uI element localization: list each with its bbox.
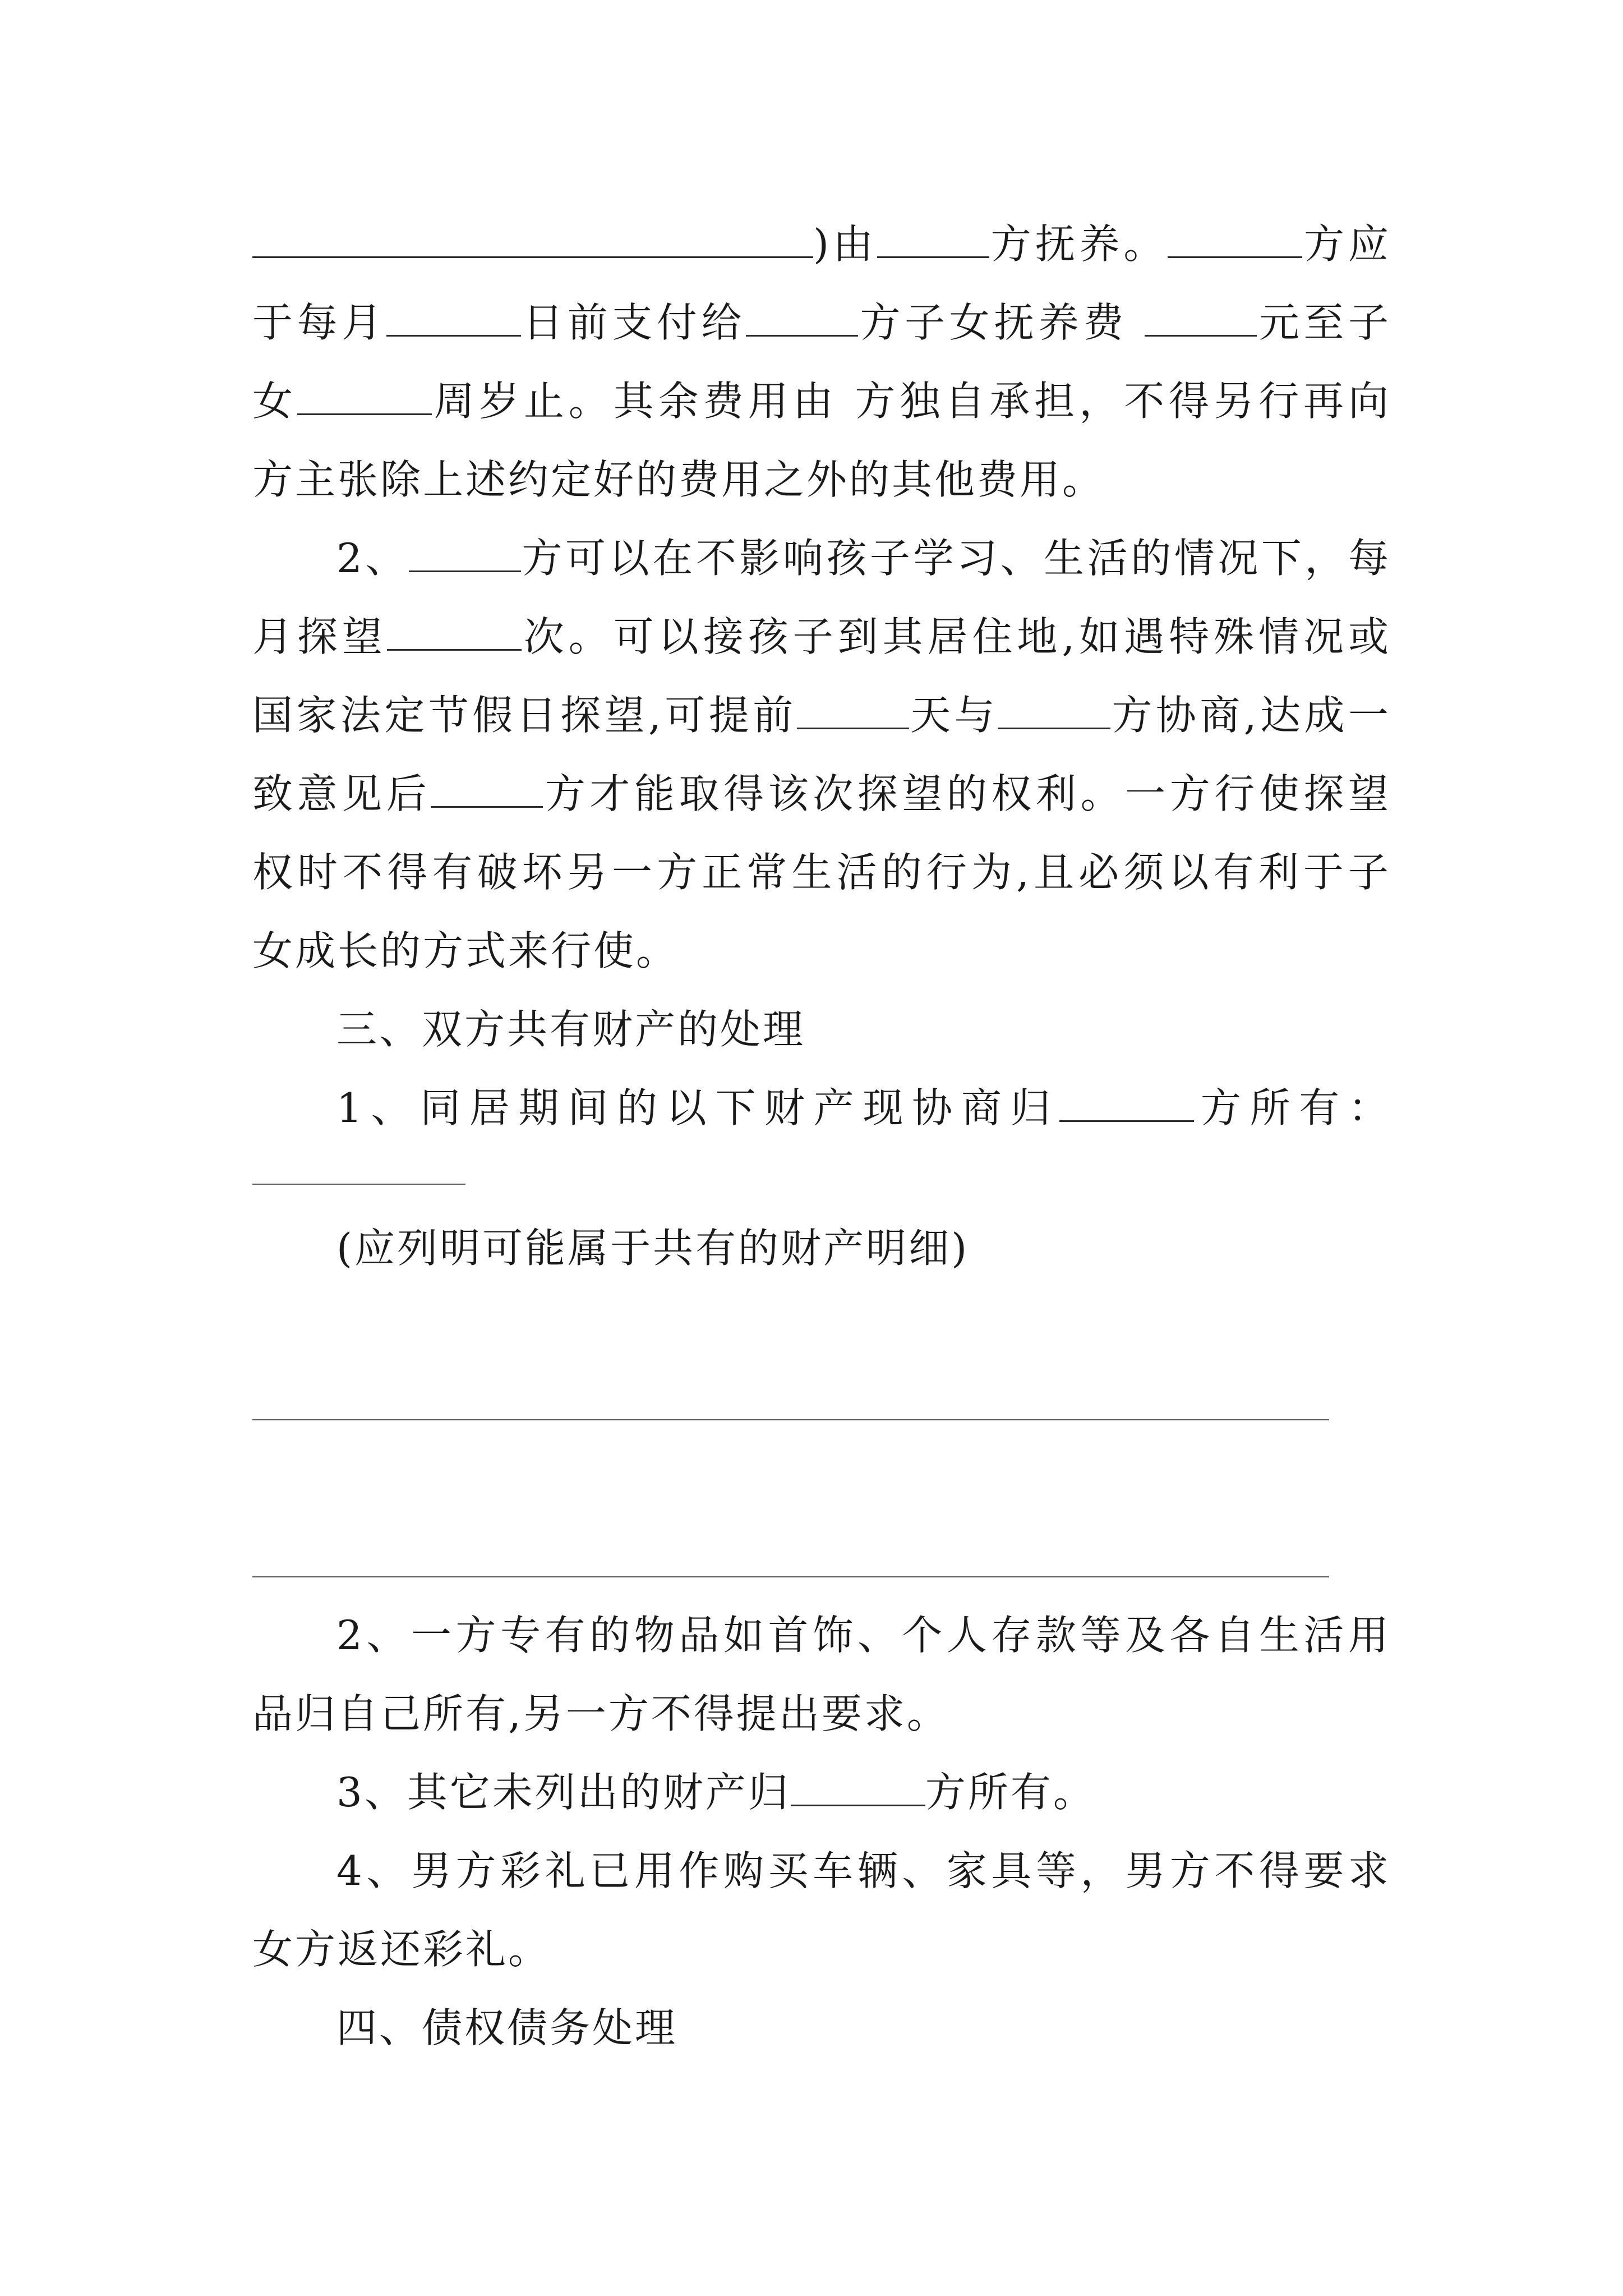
fill-blank (409, 533, 521, 572)
fill-blank (791, 1768, 925, 1806)
text-run: 周岁止。其余费用由 方独自承担，不得另行再向 (431, 378, 1391, 425)
text-line: (应列明可能属于共有的财产明细) (336, 1225, 970, 1272)
text-run: 方子女抚养费 (858, 299, 1128, 346)
text-line (336, 1753, 1391, 1832)
fill-blank (797, 691, 909, 729)
text-run: 方所有。 (925, 1769, 1096, 1816)
fill-blank (877, 219, 989, 258)
text-run: 元至子 (1257, 299, 1391, 346)
text-line: 2、一方专有的物品如首饰、个人存款等及各自生活用 (336, 1612, 1391, 1659)
fill-blank (252, 219, 813, 258)
section-heading: 三、双方共有财产的处理 (336, 1006, 806, 1053)
text-line: 方主张除上述约定好的费用之外的其他费用。 (252, 456, 1105, 503)
text-line (252, 362, 1391, 440)
text-line: 权时不得有破坏另一方正常生活的行为,且必须以有利于子 (252, 849, 1391, 896)
fill-blank (746, 298, 858, 337)
text-run: 方协商,达成一 (1110, 692, 1391, 739)
text-run: 致意见后 (252, 770, 431, 817)
text-line (336, 1069, 1391, 1147)
fill-blank (1168, 219, 1302, 258)
text-run: 方所有： (1194, 1084, 1391, 1131)
text-line (336, 519, 1391, 597)
text-line (252, 205, 1391, 283)
text-run: 月探望 (252, 613, 387, 660)
text-line: 品归自己所有,另一方不得提出要求。 (252, 1690, 949, 1737)
fill-blank (998, 691, 1110, 729)
text-line: 4、男方彩礼已用作购买车辆、家具等，男方不得要求 (336, 1847, 1391, 1894)
fill-blank (386, 298, 521, 337)
fill-line (252, 1184, 465, 1185)
text-run: 方才能取得该次探望的权利。一方行使探望 (543, 770, 1391, 817)
text-run: 方抚养。 (989, 220, 1168, 268)
text-line: 女方返还彩礼。 (252, 1926, 551, 1973)
text-run: 次。可以接孩子到其居住地,如遇特殊情况或 (521, 613, 1391, 660)
text-run: 国家法定节假日探望,可提前 (252, 692, 797, 739)
text-line: 女成长的方式来行使。 (252, 927, 679, 974)
text-run: 天与 (909, 692, 998, 739)
fill-blank (297, 376, 432, 415)
section-heading: 四、债权债务处理 (336, 2004, 678, 2051)
fill-blank (1145, 298, 1257, 337)
fill-line (252, 1576, 1329, 1577)
text-run: 日前支付给 (520, 299, 746, 346)
fill-blank (387, 612, 522, 651)
text-run: 3、其它未列出的财产归 (336, 1769, 791, 1816)
text-run: 方应 (1302, 220, 1391, 268)
text-run: 2、 (336, 535, 409, 582)
text-line (252, 754, 1391, 833)
text-line (252, 676, 1391, 754)
fill-blank (1059, 1083, 1194, 1122)
text-run: 1、同居期间的以下财产现协商归 (336, 1084, 1060, 1131)
fill-blank (431, 769, 543, 808)
fill-line (252, 1419, 1329, 1420)
text-run: 方可以在不影响孩子学习、生活的情况下，每 (520, 535, 1391, 582)
text-run: 女 (252, 378, 297, 425)
text-run: 于每月 (252, 299, 386, 346)
text-run: )由 (813, 220, 877, 268)
text-line (252, 283, 1391, 362)
text-line (252, 597, 1391, 676)
